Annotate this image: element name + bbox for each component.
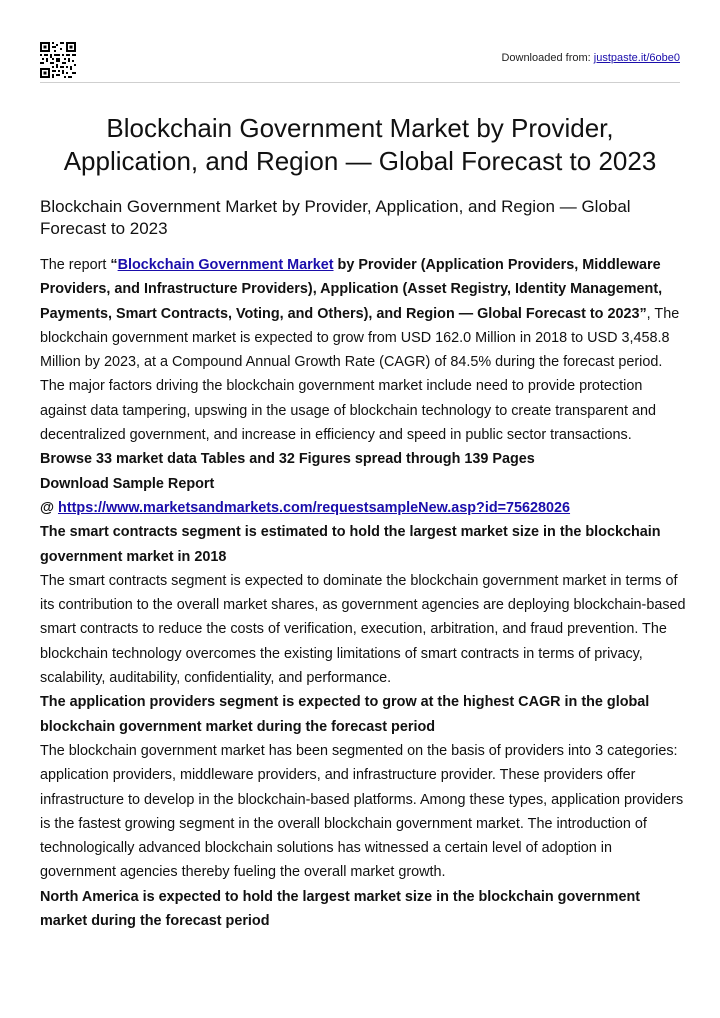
- page-header: [40, 42, 680, 82]
- report-title-rest: by Provider (Application Providers, Middleware Providers, and Infrastructure Providers), Application (Asset Registry, Identity Management, Payments, Smart Contracts, Voting, and Others), and Region — Global Forecast to 2023”: [40, 257, 663, 322]
- article-body: [40, 253, 688, 933]
- intro-paragraph: [40, 253, 688, 447]
- intro-lead: The report: [40, 257, 111, 273]
- sample-at: @: [40, 499, 59, 516]
- paragraph-application-providers: The blockchain government market has been segmented on the basis of providers into 3 categories: application providers, middleware providers, and infrastructure provider. These providers offer infrastructure to develop in the blockchain-based platforms. Among these types, application providers is the fastest growing segment in the overall blockchain government market. The introduction of technologically advanced blockchain solutions has witnessed a certain level of adoption in government agencies thereby fueling the overall market growth.: [40, 742, 684, 881]
- sample-report-link[interactable]: https://www.marketsandmarkets.com/requestsampleNew.asp?id=75628026: [58, 499, 571, 516]
- heading-application-providers: [40, 690, 688, 739]
- intro-text: , The blockchain government market is expected to grow from USD 162.0 Million in 2018 to USD 3,458.8 Million by 2023, at a Compound Annual Growth Rate (CAGR) of 84.5% during the forecast period. The major factors driving the blockchain government market include need to provide protection against data tampering, upswing in the usage of blockchain technology to create transparent and decentralized government, and increase in efficiency and speed in public sector transactions.: [40, 305, 680, 444]
- heading-application-providers-text: The application providers segment is expected to grow at the highest CAGR in the global blockchain government market during the forecast period: [40, 694, 650, 735]
- heading-smart-contracts-text: The smart contracts segment is estimated to hold the largest market size in the blockchain government market in 2018: [40, 524, 661, 565]
- heading-smart-contracts: [40, 520, 688, 569]
- download-source-label: Downloaded from:: [501, 52, 594, 64]
- page-subtitle: Blockchain Government Market by Provider, Application, and Region — Global Forecast to 2023: [40, 197, 631, 238]
- sample-line: [40, 496, 688, 520]
- source-link[interactable]: justpaste.it/6obe0: [593, 52, 680, 64]
- download-source: [501, 52, 680, 64]
- browse-line: [40, 447, 688, 471]
- heading-north-america-text: North America is expected to hold the largest market size in the blockchain government market during the forecast period: [40, 888, 641, 930]
- report-link[interactable]: Blockchain Government Market: [117, 257, 334, 273]
- heading-north-america: [40, 885, 688, 934]
- browse-text: Browse 33 market data Tables and 32 Figures spread through 139 Pages: [40, 451, 535, 468]
- intro-quote-open: “: [110, 257, 118, 273]
- download-line: [40, 472, 688, 496]
- paragraph-smart-contracts: The smart contracts segment is expected to dominate the blockchain government market in terms of its contribution to the overall market shares, as government agencies are deploying blockchain-based smart contracts to reduce the costs of verification, execution, arbitration, and fraud prevention. The blockchain technology overcomes the existing limitations of smart contracts in terms of privacy, scalability, auditability, confidentiality, and performance.: [40, 572, 686, 687]
- download-text: Download Sample Report: [40, 475, 215, 492]
- qr-code-icon: [40, 42, 76, 78]
- header-divider: [40, 82, 680, 83]
- page-title: Blockchain Government Market by Provider, Application, and Region — Global Forecast to 2023: [63, 113, 657, 176]
